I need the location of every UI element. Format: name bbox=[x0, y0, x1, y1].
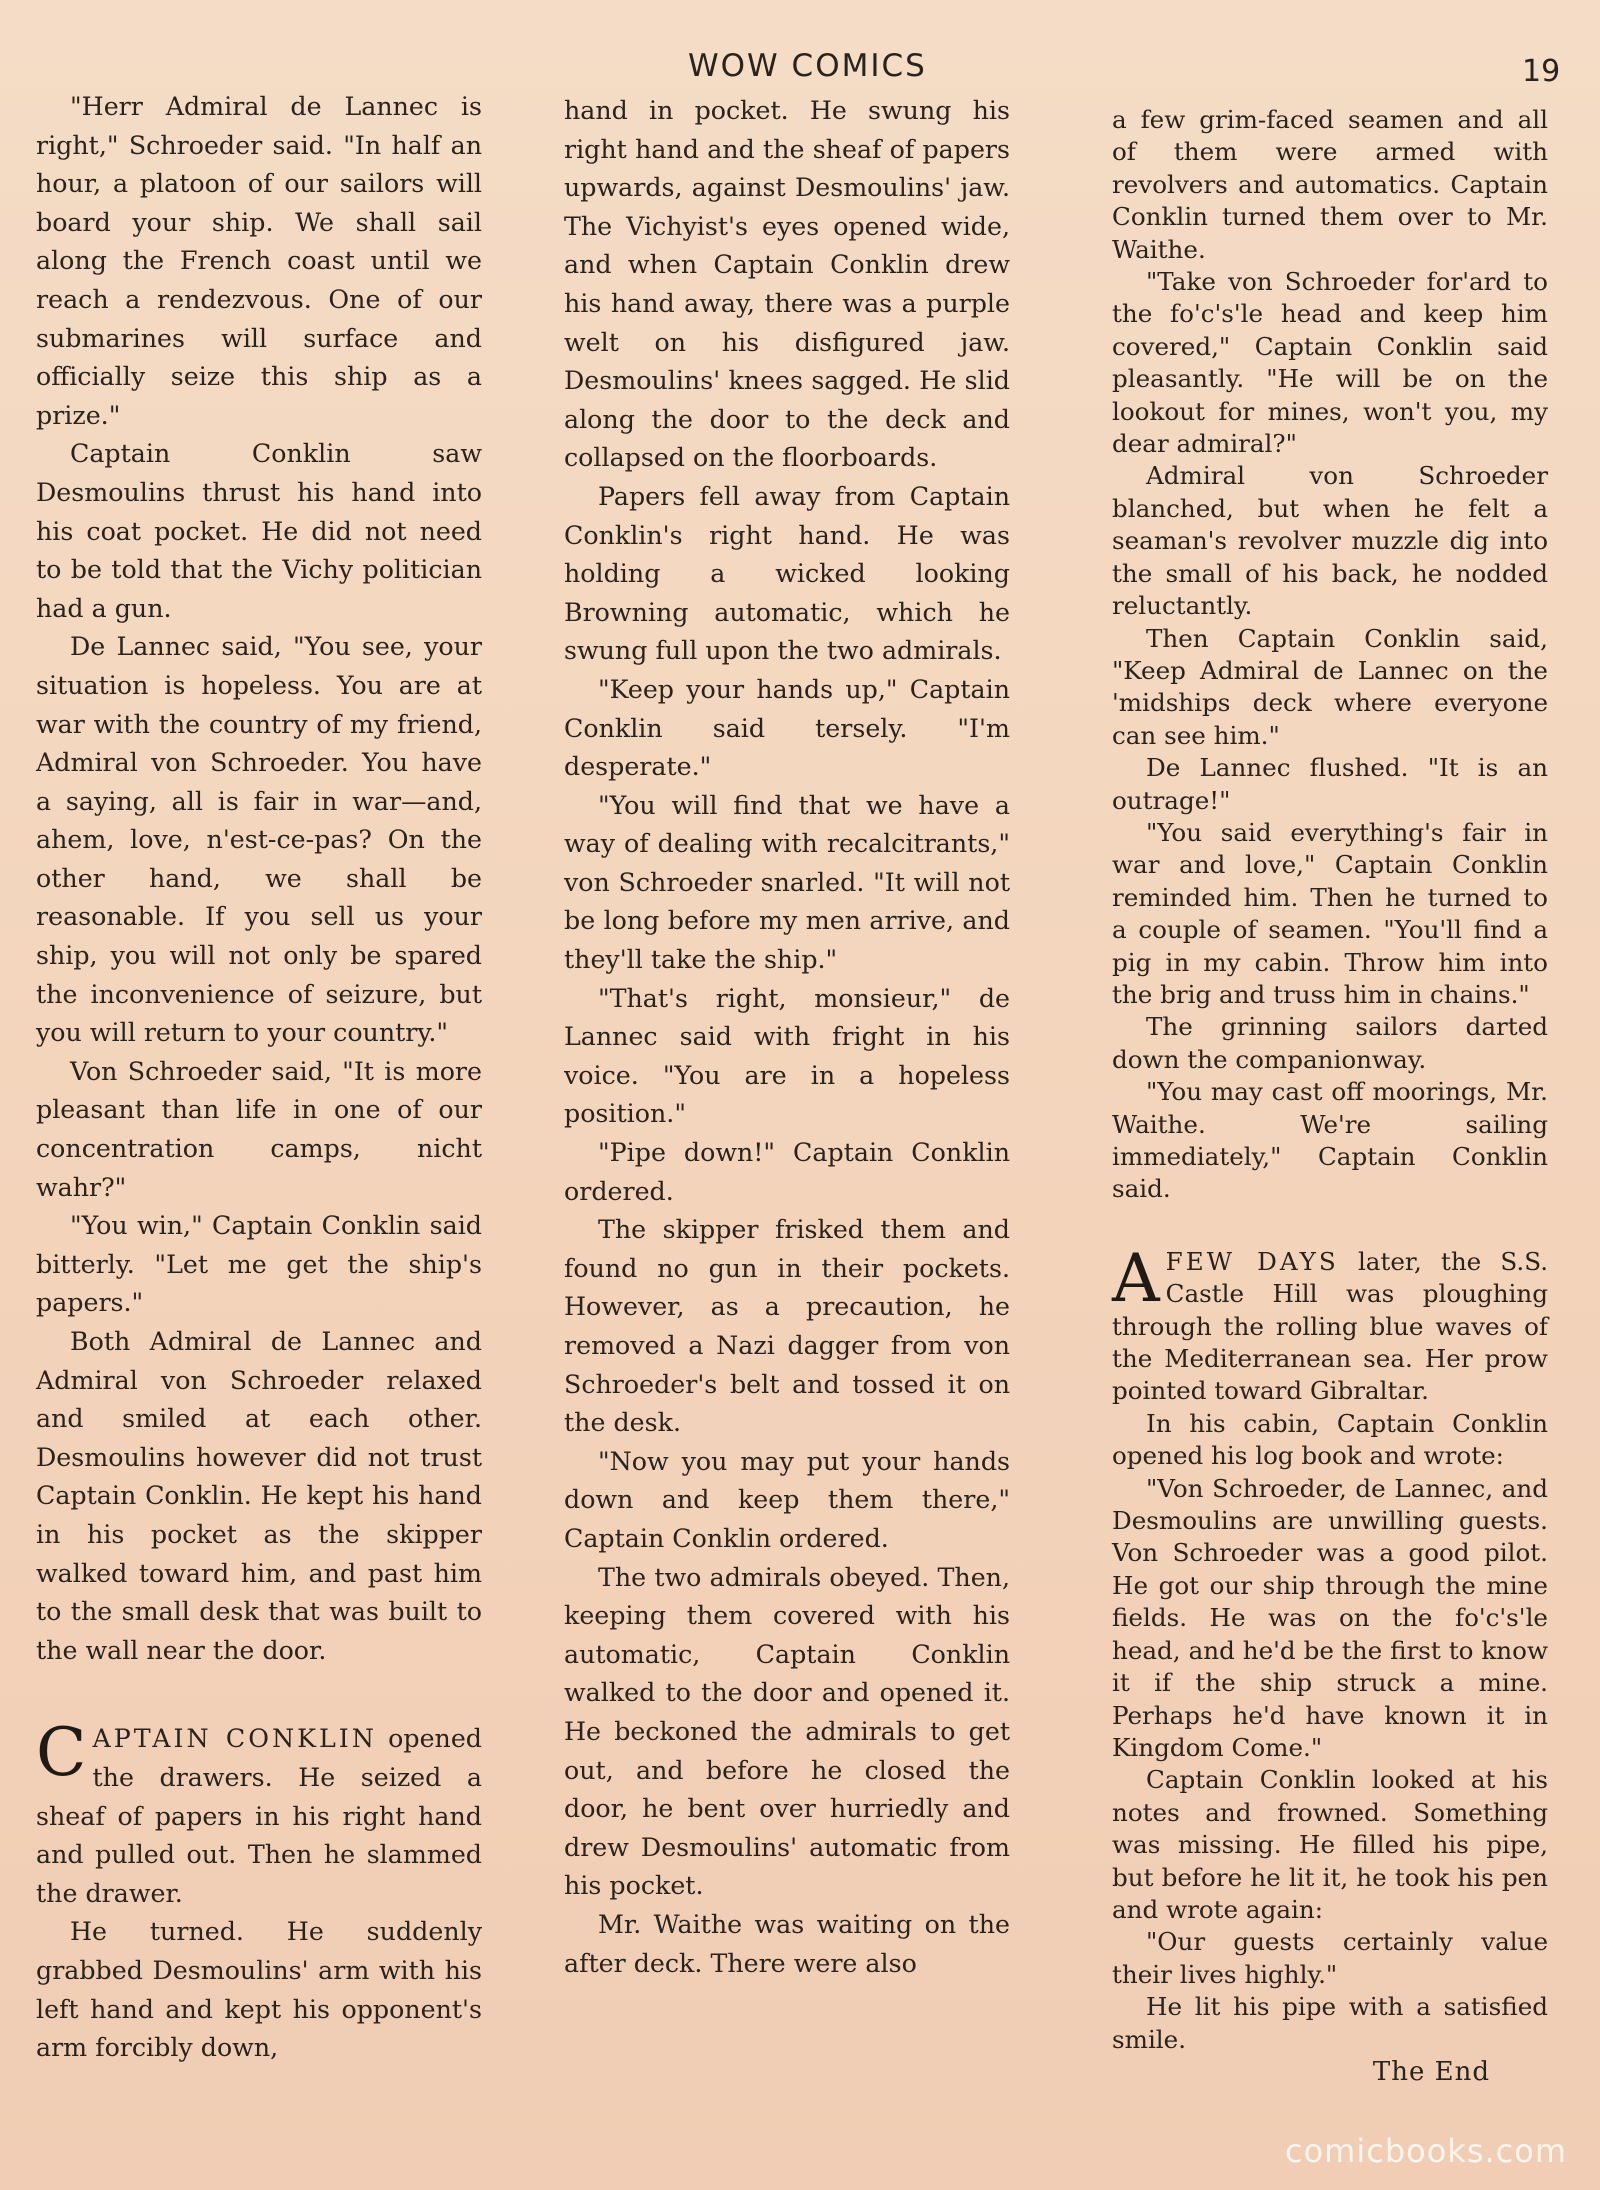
paragraph: Captain Conklin saw Desmoulins thrust his hand into his coat pocket. He did not need to be told that the Vichy politician had a gun. bbox=[36, 439, 482, 623]
magazine-title: WOW COMICS bbox=[688, 48, 927, 84]
paragraph: The grinning sailors darted down the companionway. bbox=[1112, 1012, 1548, 1074]
paragraph: "Our guests certainly value their lives highly." bbox=[1112, 1927, 1548, 1989]
text-column-2 bbox=[564, 92, 1010, 1983]
section-heading: APTAIN CONKLIN bbox=[92, 1724, 377, 1754]
paragraph: De Lannec flushed. "It is an outrage!" bbox=[1112, 753, 1548, 815]
paragraph: In his cabin, Captain Conklin opened his log book and wrote: bbox=[1112, 1408, 1548, 1471]
paragraph: "Keep your hands up," Captain Conklin said tersely. "I'm desperate." bbox=[564, 674, 1010, 782]
paragraph: "You will find that we have a way of dealing with recalcitrants," von Schroeder snarled. "It will not be long before my men arrive, and they'll take the ship." bbox=[564, 790, 1010, 975]
paragraph: hand in pocket. He swung his right hand and the sheaf of papers upwards, against Desmoulins' jaw. The Vichyist's eyes opened wide, and when Captain Conklin drew his hand away, there was a purple welt on his disfigured jaw. Desmoulins' knees sagged. He slid along the door to the deck and collapsed on the floorboards. bbox=[564, 96, 1010, 473]
section-captain-conklin bbox=[36, 1714, 482, 2067]
drop-cap: A bbox=[1112, 1239, 1160, 1317]
paragraph: Then Captain Conklin said, "Keep Admiral de Lannec on the 'midships deck where everyone can see him." bbox=[1112, 623, 1548, 750]
paragraph: Von Schroeder said, "It is more pleasant than life in one of our concentration camps, nicht wahr?" bbox=[36, 1056, 482, 1202]
section-opening bbox=[36, 1714, 482, 1913]
paragraph: "You win," Captain Conklin said bitterly. "Let me get the ship's papers." bbox=[36, 1211, 482, 1318]
paragraph: He turned. He suddenly grabbed Desmoulins' arm with his left hand and kept his opponent's arm forcibly down, bbox=[36, 1917, 482, 2063]
paragraph: Both Admiral de Lannec and Admiral von Schroeder relaxed and smiled at each other. Desmoulins however did not trust Captain Conklin. He kept his hand in his pocket as the skipper walked toward him, and past him to the small desk that was built to the wall near the door. bbox=[36, 1327, 482, 1665]
watermark: comicbooks.com bbox=[1285, 2132, 1568, 2170]
paragraph: "You said everything's fair in war and love," Captain Conklin reminded him. Then he turned to a couple of seamen. "You'll find a pig in my cabin. Throw him into the brig and truss him in chains." bbox=[1112, 817, 1548, 1009]
section-lead: opened the drawers. He seized a sheaf of papers in his right hand and pulled out. Then he slammed the drawer. bbox=[36, 1724, 482, 1908]
paragraph: De Lannec said, "You see, your situation is hopeless. You are at war with the country of my friend, Admiral von Schroeder. You have a saying, all is fair in war—and, ahem, love, n'est-ce-pas? On the other hand, we shall be reasonable. If you sell us your ship, you will not only be spared the inconvenience of seizure, but you will return to your country." bbox=[36, 632, 482, 1048]
drop-cap: C bbox=[36, 1714, 87, 1792]
paragraph: Admiral von Schroeder blanched, but when he felt a seaman's revolver muzzle dig into the small of his back, he nodded reluctantly. bbox=[1112, 461, 1548, 621]
paragraph: "That's right, monsieur," de Lannec said with fright in his voice. "You are in a hopeless position." bbox=[564, 983, 1010, 1129]
section-opening bbox=[1112, 1239, 1549, 1408]
page-header bbox=[0, 48, 1600, 92]
the-end-mark: The End bbox=[1372, 2056, 1490, 2087]
paragraph: Papers fell away from Captain Conklin's right hand. He was holding a wicked looking Browning automatic, which he swung full upon the two admirals. bbox=[564, 481, 1010, 666]
paragraph: The skipper frisked them and found no gun in their pockets. However, as a precaution, he removed a Nazi dagger from von Schroeder's belt and tossed it on the desk. bbox=[564, 1215, 1010, 1438]
paragraph: "Pipe down!" Captain Conklin ordered. bbox=[564, 1138, 1010, 1206]
section-heading: FEW DAYS bbox=[1165, 1246, 1339, 1276]
page-number: 19 bbox=[1522, 54, 1561, 89]
paragraph: Mr. Waithe was waiting on the after deck. There were also bbox=[564, 1909, 1010, 1978]
paragraph: "Herr Admiral de Lannec is right," Schroeder said. "In half an hour, a platoon of our sailors will board your ship. We shall sail along the French coast until we reach a rendezvous. One of our submarines will surface and officially seize this ship as a prize." bbox=[36, 92, 482, 430]
paragraph: "Now you may put your hands down and keep them there," Captain Conklin ordered. bbox=[564, 1446, 1010, 1553]
paragraph: The two admirals obeyed. Then, keeping them covered with his automatic, Captain Conklin walked to the door and opened it. He beckoned the admirals to get out, and before he closed the door, he bent over hurriedly and drew Desmoulins' automatic from his pocket. bbox=[564, 1562, 1010, 1901]
paragraph: a few grim-faced seamen and all of them were armed with revolvers and automatics. Captain Conklin turned them over to Mr. Waithe. bbox=[1112, 105, 1548, 264]
paragraph: "Take von Schroeder for'ard to the fo'c's'le head and keep him covered," Captain Conklin said pleasantly. "He will be on the lookout for mines, won't you, my dear admiral?" bbox=[1112, 267, 1548, 459]
paragraph: "Von Schroeder, de Lannec, and Desmoulins are unwilling guests. Von Schroeder was a good pilot. He got our ship through the mine fields. He was on the fo'c's'le head, and he'd be the first to know it if the ship struck a mine. Perhaps he'd have known it in Kingdom Come." bbox=[1112, 1473, 1548, 1762]
text-column-3 bbox=[1112, 104, 1548, 2088]
paragraph: He lit his pipe with a satisfied smile. bbox=[1112, 1992, 1548, 2054]
section-few-days-later bbox=[1112, 1239, 1549, 2089]
paragraph: "You may cast off moorings, Mr. Waithe. We're sailing immediately," Captain Conklin said. bbox=[1112, 1077, 1548, 1204]
paragraph: Captain Conklin looked at his notes and frowned. Something was missing. He filled his pipe, but before he lit it, he took his pen and wrote again: bbox=[1112, 1765, 1548, 1924]
section-lead: later, the S.S. Castle Hill was ploughing through the rolling blue waves of the Mediterranean sea. Her prow pointed toward Gibraltar. bbox=[1112, 1246, 1549, 1406]
text-column-1 bbox=[36, 88, 482, 2068]
